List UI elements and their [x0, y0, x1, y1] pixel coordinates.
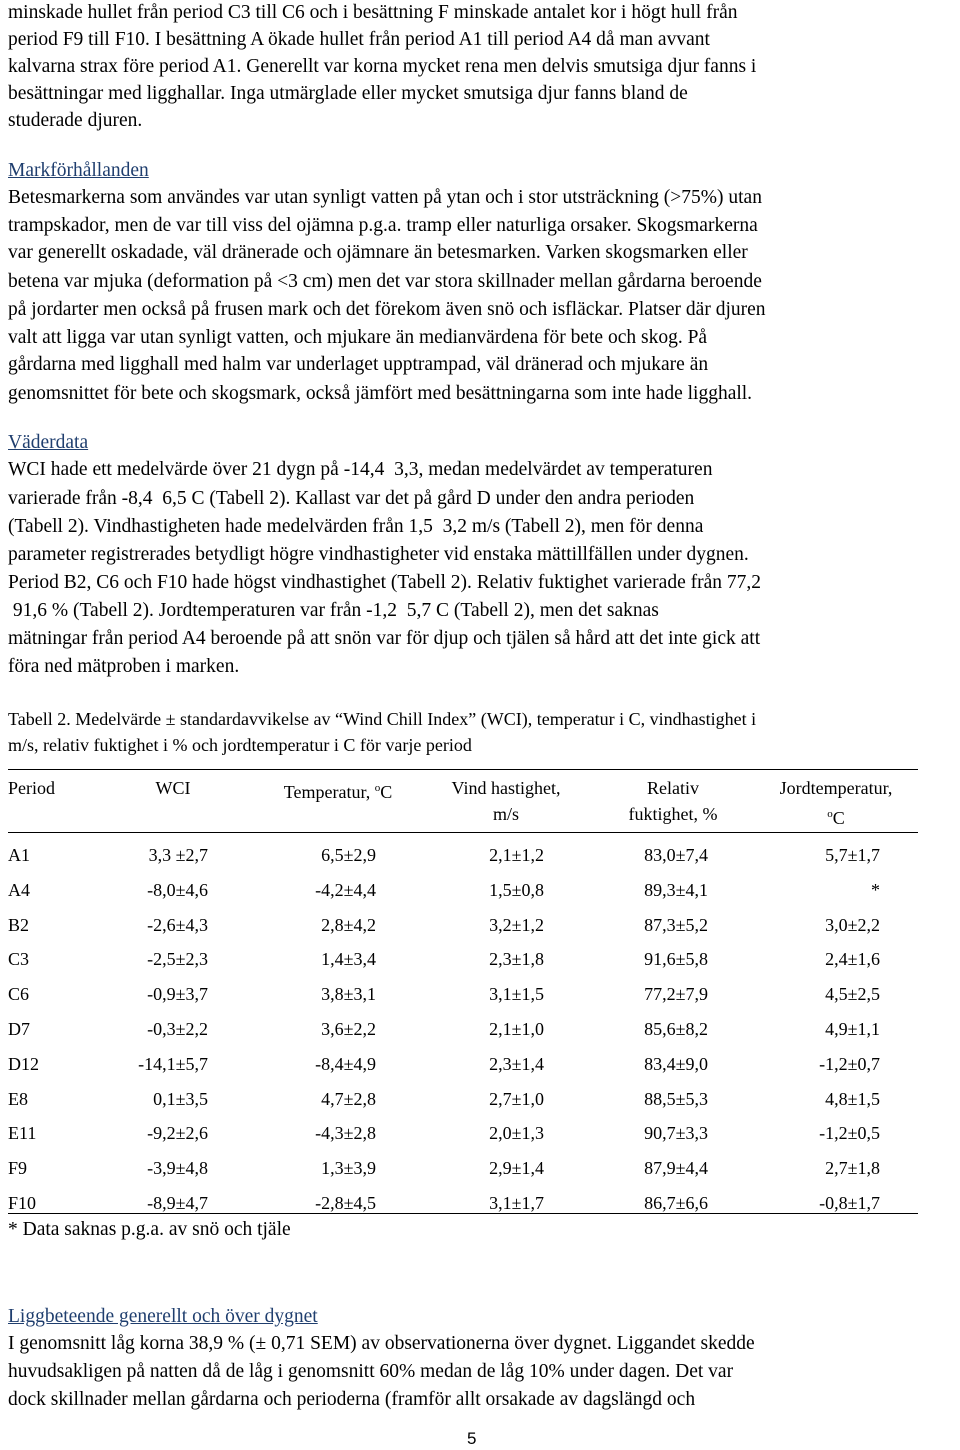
cell-wind-speed: 2,9±1,4: [489, 1158, 544, 1179]
cell-relative-humidity: 90,7±3,3: [644, 1123, 708, 1144]
cell-wci: -2,6±4,3: [147, 914, 208, 935]
cell-temperature: 3,8±3,1: [321, 984, 376, 1005]
cell-soil-temperature: -1,2±0,7: [819, 1053, 880, 1074]
table-header-rule: [8, 832, 918, 833]
paragraph-line: WCI hade ett medelvärde över 21 dygn på -14,4 3,3, medan medelvärdet av temperaturen: [8, 459, 713, 480]
paragraph-line: trampskador, men de var till viss del ojämna p.g.a. tramp eller naturliga orsaker. Skogsmarkerna: [8, 215, 758, 236]
cell-relative-humidity: 83,0±7,4: [644, 845, 708, 865]
cell-soil-temperature: 2,7±1,8: [825, 1158, 880, 1179]
paragraph-line: genomsnittet för bete och skogsmark, också jämfört med besättningarna som inte hade ligghall.: [8, 383, 753, 404]
cell-period: B2: [8, 914, 30, 935]
paragraph-line: mätningar från period A4 beroende på att snön var för djup och tjälen så hård att det inte gick att: [8, 628, 761, 649]
paragraph-line: kalvarna strax före period A1. Generellt var korna mycket rena men delvis smutsiga djur fanns i: [8, 56, 757, 77]
cell-wci: -0,9±3,7: [147, 984, 208, 1005]
column-header-wci: WCI: [155, 778, 191, 798]
column-header-wind-speed: Vind hastighet, m/s: [451, 778, 561, 824]
table-row: [8, 1051, 918, 1086]
cell-soil-temperature: 4,9±1,1: [825, 1019, 880, 1039]
paragraph-line: studerade djuren.: [8, 110, 143, 131]
cell-temperature: 1,3±3,9: [321, 1158, 376, 1179]
cell-wind-speed: 2,3±1,8: [489, 949, 544, 970]
cell-relative-humidity: 88,5±5,3: [644, 1088, 708, 1109]
cell-temperature: -4,2±4,4: [315, 879, 376, 900]
paragraph-line: gårdarna med ligghall med halm var underlaget upptrampad, väl dränerad och mjukare än: [8, 354, 709, 375]
table-row: [8, 1155, 918, 1190]
cell-wind-speed: 3,1±1,5: [489, 984, 544, 1005]
cell-period: E8: [8, 1088, 28, 1109]
paragraph-line: Betesmarkerna som användes var utan synligt vatten på ytan och i stor utsträckning (>75%) utan: [8, 187, 762, 208]
cell-period: C3: [8, 949, 30, 970]
paragraph-line: parameter registrerades betydligt högre vindhastigheter vid enstaka mättillfällen under dygnen.: [8, 544, 749, 565]
cell-temperature: 1,4±3,4: [321, 949, 376, 970]
cell-relative-humidity: 91,6±5,8: [644, 949, 708, 970]
paragraph-line: minskade hullet från period C3 till C6 och i besättning F minskade antalet kor i högt hull från: [8, 2, 738, 23]
column-header-temperature: Temperatur, $^o$C: [283, 782, 393, 802]
cell-soil-temperature: -0,8±1,7: [819, 1193, 880, 1213]
paragraph-line: besättningar med ligghallar. Inga utmärglade eller mycket smutsiga djur fanns bland de: [8, 83, 688, 104]
table-row: [8, 1086, 918, 1121]
cell-temperature: -8,4±4,9: [315, 1053, 376, 1074]
cell-period: D7: [8, 1019, 30, 1039]
table-row: [8, 1120, 918, 1155]
section-heading: Liggbeteende generellt och över dygnet: [8, 1306, 318, 1327]
cell-soil-temperature: 4,5±2,5: [825, 984, 880, 1005]
cell-period: A4: [8, 879, 30, 900]
cell-period: F10: [8, 1193, 37, 1213]
cell-soil-temperature: *: [871, 879, 880, 900]
paragraph-line: I genomsnitt låg korna 38,9 % (± 0,71 SEM) av observationerna över dygnet. Liggandet skedde: [8, 1333, 755, 1354]
paragraph-line: Period B2, C6 och F10 hade högst vindhastighet (Tabell 2). Relativ fuktighet varierade från 77,2: [8, 572, 762, 593]
cell-wci: -3,9±4,8: [147, 1158, 208, 1179]
column-header-period: Period: [8, 778, 55, 798]
cell-period: F9: [8, 1158, 28, 1179]
table-row: [8, 981, 918, 1016]
paragraph-line: (Tabell 2). Vindhastigheten hade medelvärden från 1,5 3,2 m/s (Tabell 2), men för denna: [8, 516, 704, 537]
cell-temperature: -2,8±4,5: [315, 1193, 376, 1213]
cell-soil-temperature: 4,8±1,5: [825, 1088, 880, 1109]
cell-wci: -8,0±4,6: [147, 879, 208, 900]
cell-soil-temperature: 2,4±1,6: [825, 949, 880, 970]
cell-wci: -0,3±2,2: [147, 1019, 208, 1039]
cell-relative-humidity: 87,3±5,2: [644, 914, 708, 935]
column-header-soil-temperature: Jordtemperatur, $^o$C: [779, 778, 893, 828]
cell-wci: 3,3 ±2,7: [148, 845, 208, 865]
table-caption-line: m/s, relativ fuktighet i % och jordtemperatur i C för varje period: [8, 735, 472, 755]
cell-relative-humidity: 83,4±9,0: [644, 1053, 708, 1074]
table-top-rule: [8, 769, 918, 770]
cell-wind-speed: 2,1±1,0: [489, 1019, 544, 1039]
cell-period: C6: [8, 984, 30, 1005]
cell-wci: -9,2±2,6: [147, 1123, 208, 1144]
table-caption-line: Tabell 2. Medelvärde ± standardavvikelse av “Wind Chill Index” (WCI), temperatur i C, vindhastighet i: [8, 709, 757, 729]
cell-soil-temperature: -1,2±0,5: [819, 1123, 880, 1144]
cell-wind-speed: 3,2±1,2: [489, 914, 544, 935]
page-number: 5: [467, 1429, 477, 1448]
cell-period: E11: [8, 1123, 37, 1144]
table-footnote: * Data saknas p.g.a. av snö och tjäle: [8, 1219, 291, 1240]
column-header-relative-humidity: Relativ fuktighet, %: [628, 778, 718, 824]
cell-temperature: 3,6±2,2: [321, 1019, 376, 1039]
cell-relative-humidity: 85,6±8,2: [644, 1019, 708, 1039]
paragraph-line: valt att ligga var utan synligt vatten, och mjukare än medianvärdena för bete och skog. På: [8, 327, 708, 348]
cell-relative-humidity: 87,9±4,4: [644, 1158, 708, 1179]
cell-temperature: -4,3±2,8: [315, 1123, 376, 1144]
cell-wci: 0,1±3,5: [153, 1088, 208, 1109]
cell-temperature: 4,7±2,8: [321, 1088, 376, 1109]
cell-wind-speed: 3,1±1,7: [489, 1193, 544, 1213]
paragraph-line: period F9 till F10. I besättning A ökade hullet från period A1 till period A4 då man avvant: [8, 29, 710, 50]
cell-wind-speed: 1,5±0,8: [489, 879, 544, 900]
paragraph-line: huvudsakligen på natten då de låg i genomsnitt 60% medan de låg 10% under dagen. Det var: [8, 1361, 734, 1382]
cell-wind-speed: 2,7±1,0: [489, 1088, 544, 1109]
cell-period: A1: [8, 845, 30, 865]
paragraph-line: föra ned mätproben i marken.: [8, 656, 240, 677]
section-heading: Väderdata: [8, 432, 89, 453]
table-row: [8, 842, 918, 877]
cell-wci: -2,5±2,3: [147, 949, 208, 970]
cell-period: D12: [8, 1053, 39, 1074]
cell-wind-speed: 2,3±1,4: [489, 1053, 544, 1074]
paragraph-line: var generellt oskadade, väl dränerade och ojämnare än betesmarken. Varken skogsmarken eller: [8, 242, 748, 263]
table-row: [8, 946, 918, 981]
cell-soil-temperature: 5,7±1,7: [825, 845, 880, 865]
cell-wci: -14,1±5,7: [138, 1053, 208, 1074]
table-row: [8, 877, 918, 912]
paragraph-line: dock skillnader mellan gårdarna och perioderna (framför allt orsakade av dagslängd och: [8, 1389, 696, 1410]
cell-relative-humidity: 89,3±4,1: [644, 879, 708, 900]
paragraph-line: varierade från -8,4 6,5 C (Tabell 2). Kallast var det på gård D under den andra perioden: [8, 488, 695, 509]
paragraph-line: betena var mjuka (deformation på <3 cm) men det var stora skillnader mellan gårdarna beroende: [8, 271, 762, 292]
cell-temperature: 2,8±4,2: [321, 914, 376, 935]
cell-relative-humidity: 86,7±6,6: [644, 1193, 708, 1213]
paragraph-line: 91,6 % (Tabell 2). Jordtemperaturen var från -1,2 5,7 C (Tabell 2), men det saknas: [8, 600, 659, 621]
cell-temperature: 6,5±2,9: [321, 845, 376, 865]
section-heading: Markförhållanden: [8, 160, 149, 181]
cell-wci: -8,9±4,7: [147, 1193, 208, 1213]
cell-relative-humidity: 77,2±7,9: [644, 984, 708, 1005]
paragraph-line: på jordarter men också på frusen mark och det förekom även snö och isfläckar. Platser där djuren: [8, 299, 766, 320]
table-row: [8, 912, 918, 947]
cell-wind-speed: 2,0±1,3: [489, 1123, 544, 1144]
table-row: [8, 1016, 918, 1051]
cell-soil-temperature: 3,0±2,2: [825, 914, 880, 935]
cell-wind-speed: 2,1±1,2: [489, 845, 544, 865]
